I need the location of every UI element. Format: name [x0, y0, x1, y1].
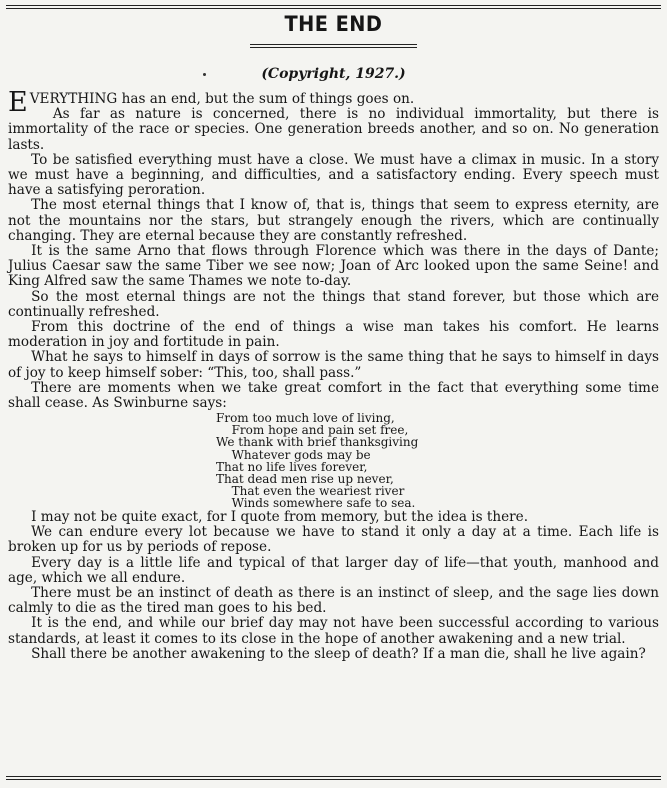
paragraph: I may not be quite exact, for I quote from memory, but the idea is there. — [31, 509, 529, 526]
poem-line: That even the weariest river — [231, 483, 405, 498]
paragraph: What he says to himself in days of sorrow is the same thing that he says to himself in days of joy to keep himself sober: “This, too, shall pass.” — [8, 349, 659, 381]
top-rule — [6, 5, 661, 6]
paragraph: We can endure every lot because we have to stand it only a day at a time. Each life is broken up for us by periods of repose. — [8, 524, 659, 556]
poem-line: That dead men rise up never, — [216, 471, 394, 486]
title-rule — [250, 44, 417, 45]
article-body — [8, 87, 659, 662]
paragraph: So the most eternal things are not the things that stand forever, but those which are continually refreshed. — [8, 288, 659, 320]
drop-cap: E — [8, 87, 28, 118]
poem-quote — [216, 412, 659, 509]
paragraph: It is the end, and while our brief day may not have been successful according to various standards, at least it comes to its close in the hope of another awakening and a new trial. — [8, 615, 659, 647]
bottom-rule — [6, 776, 661, 777]
article-title: THE END — [284, 12, 383, 36]
copyright-line: (Copyright, 1927.) — [261, 66, 406, 82]
paragraph: There are moments when we take great comfort in the fact that everything some time shall cease. As Swinburne says: — [8, 379, 659, 412]
poem-line: From hope and pain set free, — [231, 423, 409, 438]
top-rule-2 — [6, 8, 661, 9]
title-rule-2 — [250, 47, 417, 48]
paragraph: To be satisfied everything must have a close. We must have a climax in music. In a story we must have a beginning, and difficulties, and a satisfactory ending. Every speech must have a satisfying peroration. — [8, 151, 659, 199]
opening-paragraph — [8, 87, 659, 118]
opening-text: VERYTHING has an end, but the sum of things goes on. — [29, 91, 415, 107]
poem-line: That no life lives forever, — [216, 459, 368, 474]
paragraph: Every day is a little life and typical of that larger day of life—that youth, manhood and age, which we all endure. — [8, 554, 659, 586]
paragraph: From this doctrine of the end of things a wise man takes his comfort. He learns moderation in joy and fortitude in pain. — [8, 319, 659, 351]
poem-line: Whatever gods may be — [231, 447, 371, 462]
paragraph: As far as nature is concerned, there is no individual immortality, but there is immortality of the race or species. One generation breeds another, and so on. No generation lasts. — [8, 106, 659, 153]
poem-line: Winds somewhere safe to sea. — [231, 495, 416, 510]
poem-line: We thank with brief thanksgiving — [216, 435, 419, 450]
paragraph: Shall there be another awakening to the sleep of death? If a man die, shall he live again? — [31, 645, 646, 662]
poem-line: From too much love of living, — [216, 411, 395, 426]
paragraph: There must be an instinct of death as there is an instinct of sleep, and the sage lies down calmly to die as the tired man goes to his bed. — [8, 585, 659, 617]
paragraph: It is the same Arno that flows through Florence which was there in the days of Dante; Julius Caesar saw the same Tiber we see now; Joan of Arc looked upon the same Seine! and King Alfred saw the same Thames we note to-day. — [8, 243, 659, 290]
paragraph: The most eternal things that I know of, that is, things that seem to express eternity, are not the mountains nor the stars, but strangely enough the rivers, which are continually changing. They are eternal because they are constantly refreshed. — [8, 197, 659, 244]
bottom-rule-2 — [6, 779, 661, 780]
